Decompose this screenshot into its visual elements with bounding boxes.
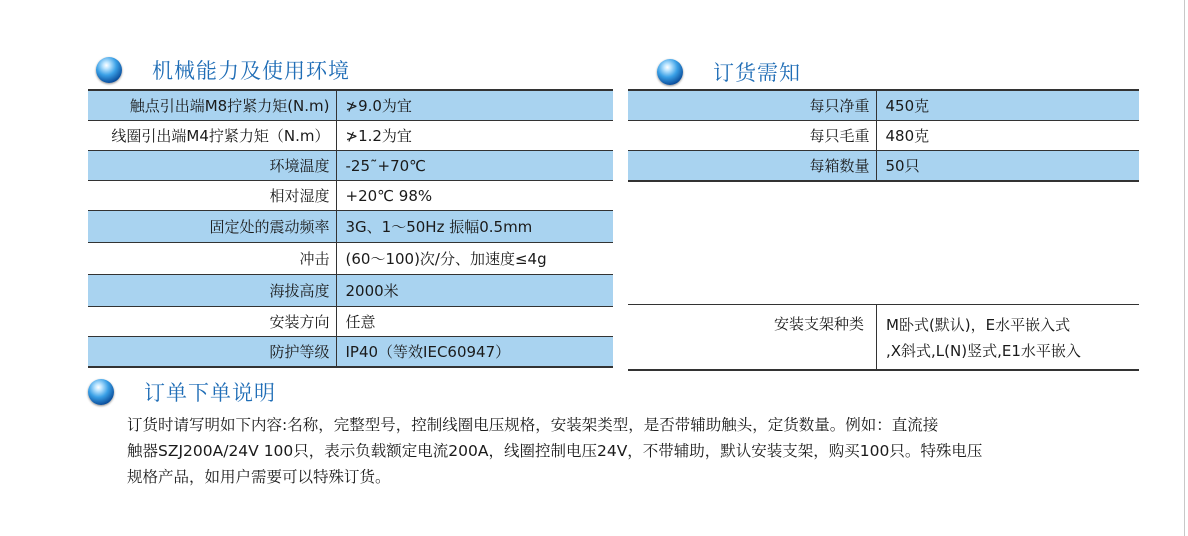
spec-value: 3G、1～50Hz 振幅0.5mm xyxy=(336,211,613,243)
table-row xyxy=(88,337,613,368)
order-value: 450克 xyxy=(876,90,1139,121)
spec-label: 固定处的震动频率 xyxy=(88,211,336,243)
order-note-paragraph xyxy=(127,412,1127,490)
section-header-order-note xyxy=(88,377,276,407)
bracket-type-box xyxy=(628,304,1139,371)
section-header-ordering xyxy=(657,57,801,87)
bracket-line-2: ,X斜式,L(N)竖式,E1水平嵌入 xyxy=(886,342,1081,360)
spec-value: ≯1.2为宜 xyxy=(336,121,613,151)
spec-label: 海拔高度 xyxy=(88,275,336,307)
table-row xyxy=(88,307,613,337)
spec-label: 防护等级 xyxy=(88,337,336,368)
spec-label: 安装方向 xyxy=(88,307,336,337)
order-value: 50只 xyxy=(876,151,1139,182)
spec-label: 冲击 xyxy=(88,243,336,275)
spec-value: ≯9.0为宜 xyxy=(336,90,613,121)
blue-orb-icon xyxy=(88,379,114,405)
table-row xyxy=(88,243,613,275)
section-title-order-note: 订单下单说明 xyxy=(144,381,276,405)
bracket-label: 安装支架种类 xyxy=(773,315,864,333)
table-row xyxy=(88,275,613,307)
order-label: 每箱数量 xyxy=(628,151,876,182)
order-note-line-3: 规格产品，如用户需要可以特殊订货。 xyxy=(127,468,391,486)
bracket-values xyxy=(886,312,1081,364)
spec-label: 触点引出端M8拧紧力矩(N.m) xyxy=(88,90,336,121)
spec-value: (60～100)次/分、加速度≤4g xyxy=(336,243,613,275)
table-row xyxy=(88,90,613,121)
spec-value: +20℃ 98% xyxy=(336,181,613,211)
order-label: 每只毛重 xyxy=(628,121,876,151)
section-title-mechanical: 机械能力及使用环境 xyxy=(152,59,350,83)
table-row xyxy=(88,151,613,181)
blue-orb-icon xyxy=(96,57,122,83)
mechanical-spec-table xyxy=(88,89,613,368)
spec-value: IP40（等效IEC60947） xyxy=(336,337,613,368)
table-row xyxy=(628,121,1139,151)
page-edge-divider xyxy=(1184,0,1185,536)
spec-label: 相对湿度 xyxy=(88,181,336,211)
spec-value: 任意 xyxy=(336,307,613,337)
order-note-line-1: 订货时请写明如下内容:名称，完整型号，控制线圈电压规格，安装架类型，是否带辅助触头，定货数量。例如：直流接 xyxy=(127,416,939,434)
blue-orb-icon xyxy=(657,59,683,85)
order-note-line-2: 触器SZJ200A/24V 100只，表示负载额定电流200A，线圈控制电压24V，不带辅助，默认安装支架，购买100只。特殊电压 xyxy=(127,442,983,460)
section-header-mechanical xyxy=(96,55,350,85)
table-row xyxy=(88,181,613,211)
spec-value: -25˜+70℃ xyxy=(336,151,613,181)
table-row xyxy=(88,211,613,243)
order-label: 每只净重 xyxy=(628,90,876,121)
table-row xyxy=(628,151,1139,182)
spec-label: 线圈引出端M4拧紧力矩（N.m） xyxy=(88,121,336,151)
order-value: 480克 xyxy=(876,121,1139,151)
section-title-ordering: 订货需知 xyxy=(713,61,801,85)
ordering-table xyxy=(628,89,1139,182)
table-row xyxy=(628,90,1139,121)
bracket-label-cell xyxy=(628,305,877,369)
bracket-line-1: M卧式(默认)，E水平嵌入式 xyxy=(886,316,1071,334)
spec-value: 2000米 xyxy=(336,275,613,307)
spec-label: 环境温度 xyxy=(88,151,336,181)
table-row xyxy=(88,121,613,151)
